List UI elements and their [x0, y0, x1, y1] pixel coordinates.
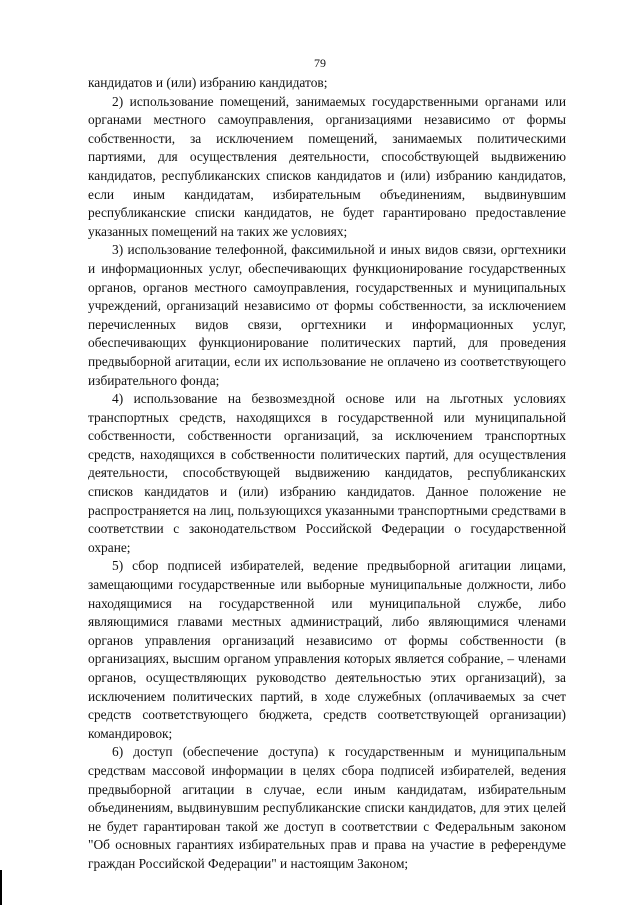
paragraph-item-2: 2) использование помещений, занимаемых государственными органами или органами местного самоуправления, организациями независимо от формы собственности, за исключением помещений, занимаемых политическими партиями, для осуществления деятельности, способствующей выдвижению кандидатов, республиканских списков кандидатов и (или) избранию кандидатов, если иным кандидатам, избирательным объединениям, выдвинувшим республиканские списки кандидатов, не будет гарантировано предоставление указанных помещений на таких же условиях; [88, 93, 566, 239]
paragraph-continued: кандидатов и (или) избранию кандидатов; [88, 75, 328, 90]
paragraph-item-3: 3) использование телефонной, факсимильной и иных видов связи, оргтехники и информационных услуг, обеспечивающих функционирование государственных органов, органов местного самоуправления, государственных и муниципальных учреждений, организаций независимо от формы собственности, за исключением перечисленных видов связи, оргтехники и информационных услуг, обеспечивающих функционирование политических партий, для проведения предвыборной агитации, если их использование не оплачено из соответствующего избирательного фонда; [88, 242, 566, 388]
paragraph-item-4: 4) использование на безвозмездной основе или на льготных условиях транспортных средств, находящихся в государственной или муниципальной собственности, собственности организаций, за исключением транспортных средств, находящихся в собственности политических партий, для осуществления деятельности, способствующей выдвижению кандидатов, республиканских списков кандидатов и (или) избранию кандидатов. Данное положение не распространяется на лиц, пользующихся указанными транспортными средствами в соответствии с законодательством Российской Федерации о государственной охране; [88, 391, 566, 555]
scan-edge-mark [0, 870, 2, 905]
document-body [88, 74, 566, 874]
paragraph-item-6: 6) доступ (обеспечение доступа) к государственным и муниципальным средствам массовой информации в целях сбора подписей избирателей, ведения предвыборной агитации в случае, если иным кандидатам, избирательным объединениям, выдвинувшим республиканские списки кандидатов, для этих целей не будет гарантирован такой же доступ в соответствии с Федеральным законом "Об основных гарантиях избирательных прав и права на участие в референдуме граждан Российской Федерации" и настоящим Законом; [88, 744, 566, 871]
paragraph-item-5: 5) сбор подписей избирателей, ведение предвыборной агитации лицами, замещающими государственные или выборные муниципальные должности, либо находящимися на государственной или муниципальной службе, либо являющимися главами местных администраций, либо являющимися членами органов управления организаций независимо от формы собственности (в организациях, высшим органом управления которых является собрание, – членами органов, осуществляющих руководство деятельностью этих организаций), за исключением политических партий, в ходе служебных (оплачиваемых за счет средств соответствующего бюджета, средств соответствующей организации) командировок; [88, 558, 566, 741]
page-number: 79 [314, 56, 326, 70]
